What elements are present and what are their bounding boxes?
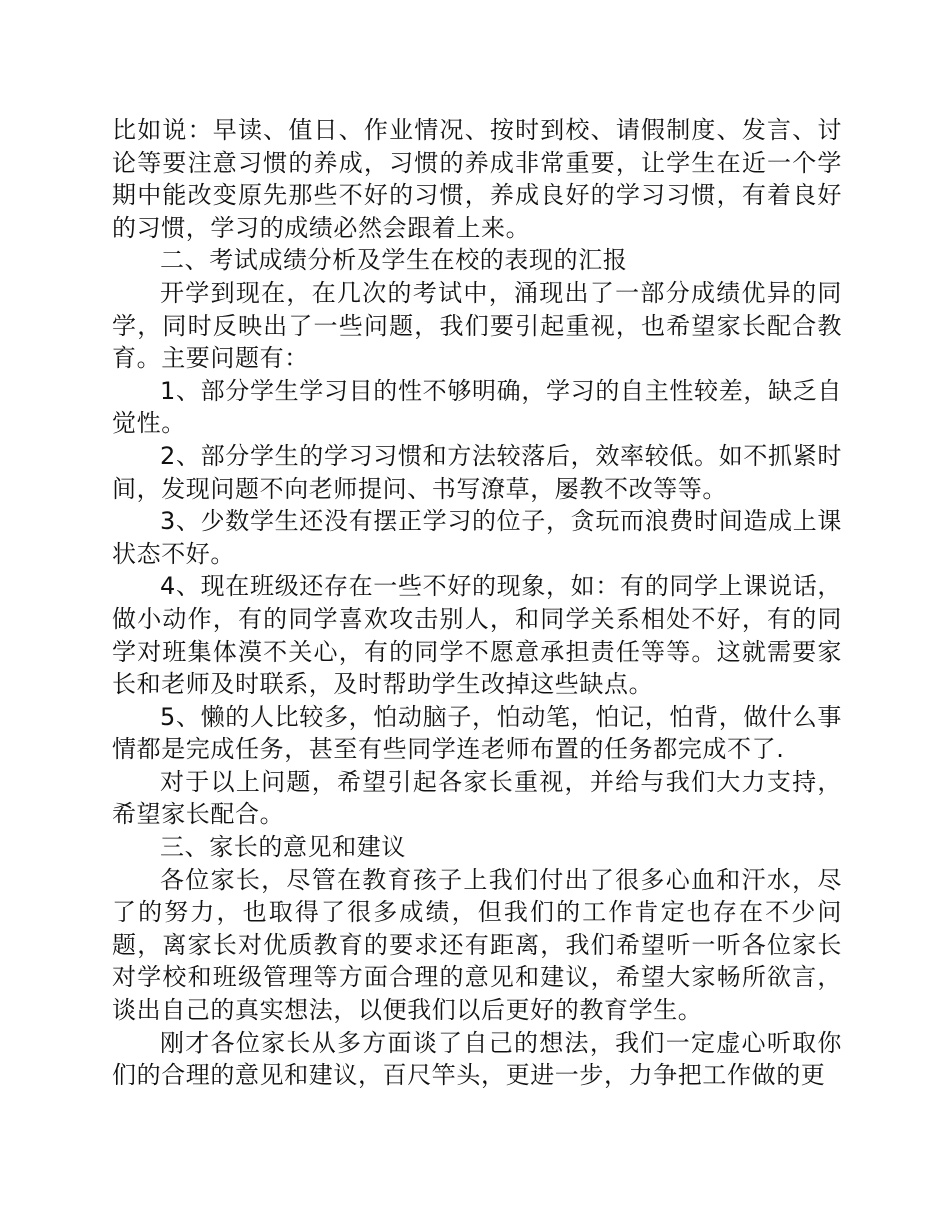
section-heading-exam-analysis: 二、考试成绩分析及学生在校的表现的汇报 xyxy=(160,246,628,275)
paragraph-invite-suggestions: 各位家长，尽管在教育孩子上我们付出了很多心血和汗水，尽了的努力，也取得了很多成绩，但我们的工作肯定也存在不少问题，离家长对优质教育的要求还有距离，我们希望听一听各位家长对学校和班级管理等方面合理的意见和建议，希望大家畅所欲言，谈出自己的真实想法，以便我们以后更好的教育学生。 xyxy=(112,865,842,1025)
list-item-problem-3: 3、少数学生还没有摆正学习的位子，贪玩而浪费时间造成上课状态不好。 xyxy=(112,507,842,568)
list-item-problem-1: 1、部分学生学习目的性不够明确，学习的自主性较差，缺乏自觉性。 xyxy=(112,376,842,438)
list-item-problem-2: 2、部分学生的学习习惯和方法较落后，效率较低。如不抓紧时间，发现问题不向老师提问、书写潦草，屡教不改等等。 xyxy=(112,441,842,503)
paragraph-request-support: 对于以上问题，希望引起各家长重视，并给与我们大力支持，希望家长配合。 xyxy=(112,767,842,829)
paragraph-exam-overview: 开学到现在，在几次的考试中，涌现出了一部分成绩优异的同学，同时反映出了一些问题，我们要引起重视，也希望家长配合教育。主要问题有： xyxy=(112,278,842,373)
section-heading-parent-suggestions: 三、家长的意见和建议 xyxy=(160,833,406,862)
list-item-problem-4: 4、现在班级还存在一些不好的现象，如：有的同学上课说话，做小动作，有的同学喜欢攻击别人，和同学关系相处不好，有的同学对班集体漠不关心，有的同学不愿意承担责任等等。这就需要家长和老师及时联系，及时帮助学生改掉这些缺点。 xyxy=(112,572,842,699)
list-item-problem-5: 5、懒的人比较多，怕动脑子，怕动笔，怕记，怕背，做什么事情都是完成任务，甚至有些同学连老师布置的任务都完成不了. xyxy=(112,702,842,764)
document-body xyxy=(112,114,842,1092)
paragraph-closing: 刚才各位家长从多方面谈了自己的想法，我们一定虚心听取你们的合理的意见和建议，百尺竿头，更进一步，力争把工作做的更 xyxy=(112,1028,842,1090)
paragraph-habits: 比如说：早读、值日、作业情况、按时到校、请假制度、发言、讨论等要注意习惯的养成，习惯的养成非常重要，让学生在近一个学期中能改变原先那些不好的习惯，养成良好的学习习惯，有着良好的习惯，学习的成绩必然会跟着上来。 xyxy=(112,116,842,242)
